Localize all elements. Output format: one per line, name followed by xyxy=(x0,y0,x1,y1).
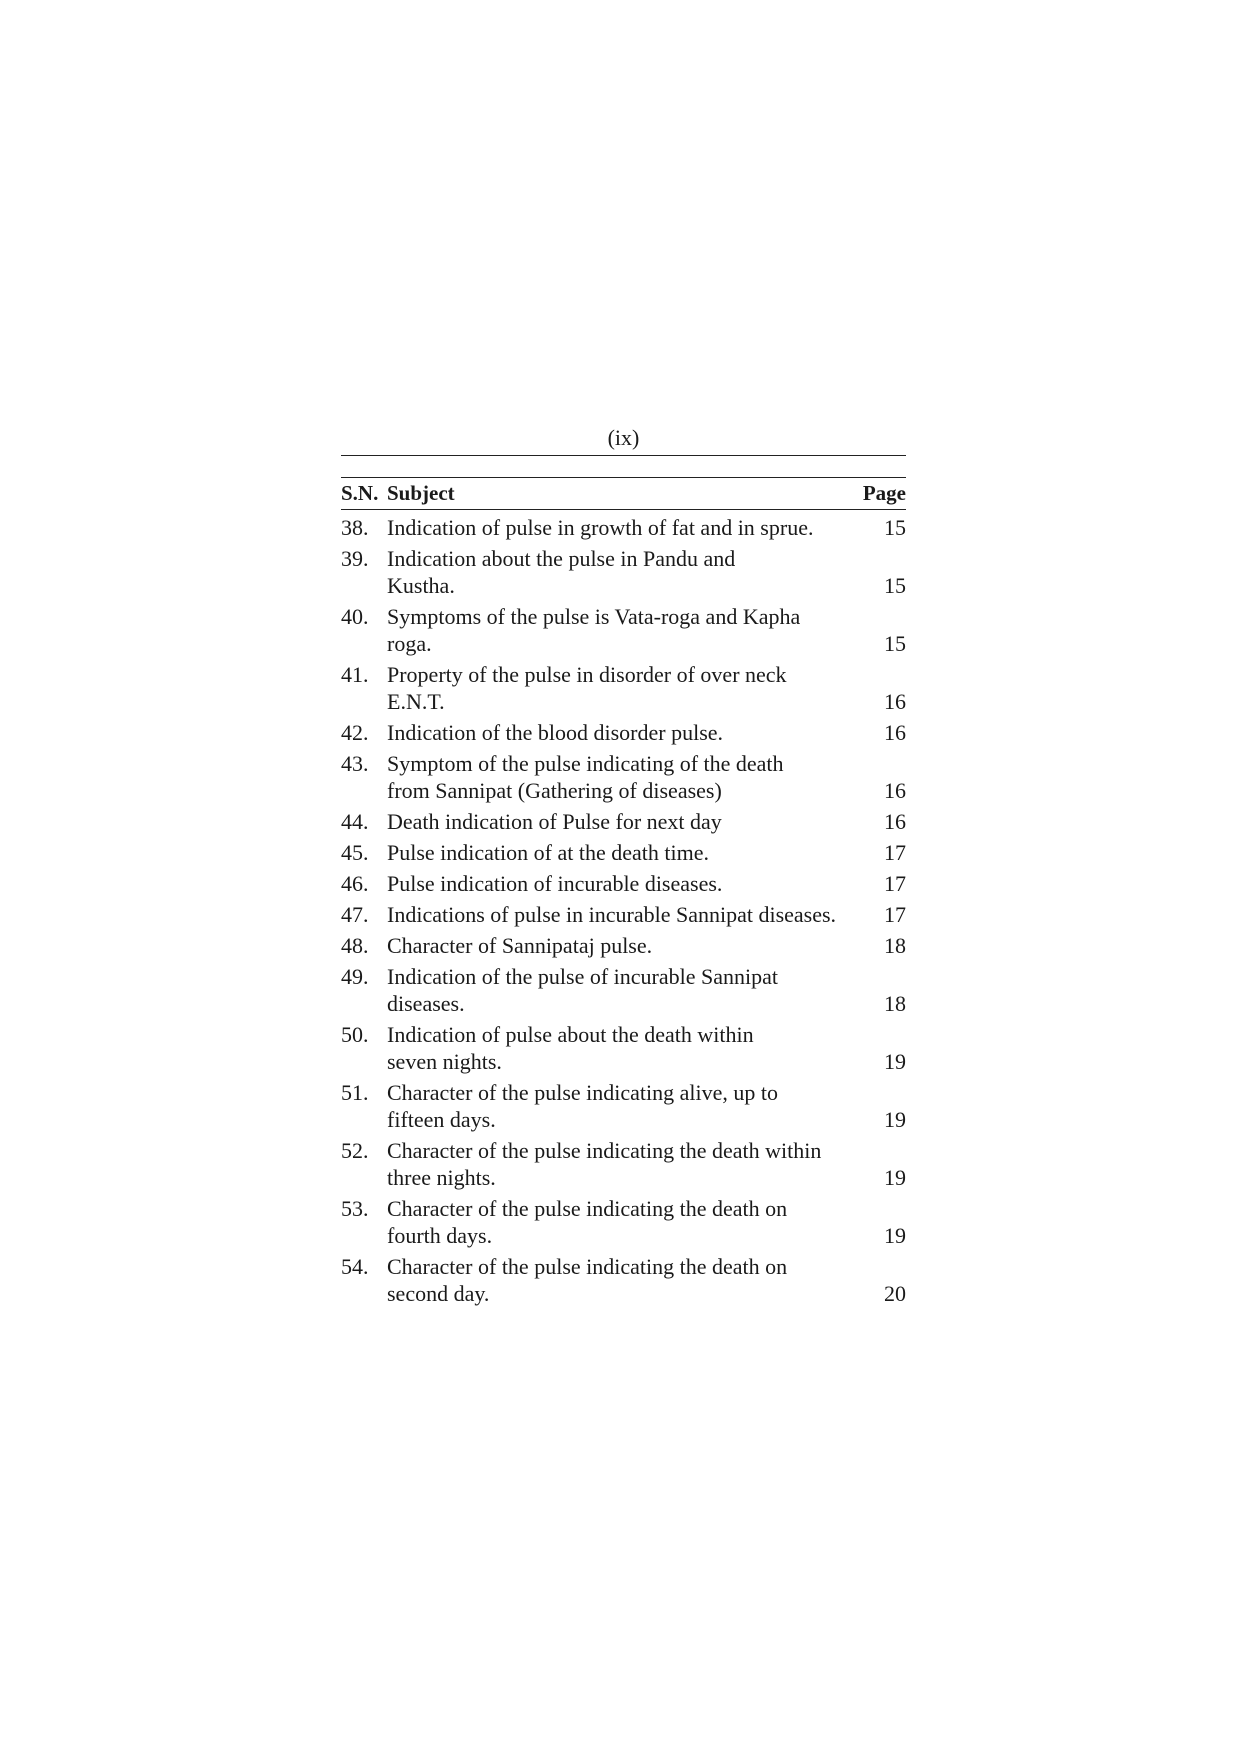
entry-subject-line: Indication of pulse in growth of fat and in sprue. xyxy=(387,515,814,540)
entry-subject-line: Character of Sannipataj pulse. xyxy=(387,933,653,958)
contents-page xyxy=(341,425,906,1311)
entry-page: 15 xyxy=(884,631,906,656)
entry-page: 17 xyxy=(884,840,906,865)
contents-entry xyxy=(341,514,906,541)
entry-page: 19 xyxy=(884,1165,906,1190)
table-header xyxy=(341,478,906,509)
entry-subject-line: Indications of pulse in incurable Sannipat diseases. xyxy=(387,902,837,927)
entry-page: 19 xyxy=(884,1049,906,1074)
contents-entry xyxy=(341,870,906,897)
entry-page: 16 xyxy=(884,809,906,834)
entry-subject-line: Character of the pulse indicating the death on xyxy=(387,1254,788,1279)
entry-number: 39. xyxy=(341,546,369,571)
entry-page: 17 xyxy=(884,871,906,896)
entry-subject-line: second day. xyxy=(387,1281,490,1306)
contents-entry xyxy=(341,1253,906,1307)
entry-subject-line: Character of the pulse indicating the death on xyxy=(387,1196,788,1221)
header-sn: S.N. xyxy=(341,481,379,505)
entry-subject-line: Indication about the pulse in Pandu and xyxy=(387,546,736,571)
entry-subject-line: fifteen days. xyxy=(387,1107,496,1132)
entry-subject xyxy=(387,545,862,599)
entry-subject xyxy=(387,719,862,746)
entry-subject-line: three nights. xyxy=(387,1165,496,1190)
header-bottom-rule xyxy=(341,509,906,510)
entry-subject-line: fourth days. xyxy=(387,1223,493,1248)
entry-subject xyxy=(387,963,862,1017)
entry-page: 17 xyxy=(884,902,906,927)
entry-subject xyxy=(387,1253,862,1307)
entry-page: 15 xyxy=(884,573,906,598)
contents-entry xyxy=(341,1137,906,1191)
entry-number: 44. xyxy=(341,809,369,834)
entry-subject xyxy=(387,1021,862,1075)
contents-entry xyxy=(341,839,906,866)
entry-number: 47. xyxy=(341,902,369,927)
entry-subject xyxy=(387,901,862,928)
entry-subject xyxy=(387,514,862,541)
entry-subject xyxy=(387,661,862,715)
entry-page: 19 xyxy=(884,1223,906,1248)
entry-number: 50. xyxy=(341,1022,369,1047)
entry-number: 45. xyxy=(341,840,369,865)
page-number: (ix) xyxy=(607,425,640,450)
header-page: Page xyxy=(862,481,906,505)
entry-subject-line: Character of the pulse indicating the death within xyxy=(387,1138,822,1163)
entry-number: 52. xyxy=(341,1138,369,1163)
entry-subject xyxy=(387,750,862,804)
entry-subject xyxy=(387,808,862,835)
entry-subject-line: diseases. xyxy=(387,991,465,1016)
entry-number: 54. xyxy=(341,1254,369,1279)
entry-page: 18 xyxy=(884,991,906,1016)
entry-page: 20 xyxy=(884,1281,906,1306)
entry-subject-line: Kustha. xyxy=(387,573,455,598)
entry-page: 15 xyxy=(884,515,906,540)
contents-entry xyxy=(341,661,906,715)
contents-entry xyxy=(341,1195,906,1249)
entry-subject-line: Symptoms of the pulse is Vata-roga and Kapha xyxy=(387,604,801,629)
entry-subject xyxy=(387,839,862,866)
entry-subject xyxy=(387,1137,862,1191)
top-rule xyxy=(341,455,906,456)
entry-number: 53. xyxy=(341,1196,369,1221)
entry-number: 42. xyxy=(341,720,369,745)
entry-subject-line: seven nights. xyxy=(387,1049,502,1074)
entry-subject-line: roga. xyxy=(387,631,432,656)
contents-entry xyxy=(341,808,906,835)
entry-page: 16 xyxy=(884,778,906,803)
entry-number: 51. xyxy=(341,1080,369,1105)
contents-entry xyxy=(341,545,906,599)
entry-page: 18 xyxy=(884,933,906,958)
entry-subject xyxy=(387,603,862,657)
entry-subject-line: Indication of pulse about the death within xyxy=(387,1022,754,1047)
entry-subject xyxy=(387,1195,862,1249)
entry-number: 48. xyxy=(341,933,369,958)
contents-list xyxy=(341,514,906,1307)
entry-number: 40. xyxy=(341,604,369,629)
entry-number: 43. xyxy=(341,751,369,776)
entry-number: 38. xyxy=(341,515,369,540)
entry-subject-line: Character of the pulse indicating alive, up to xyxy=(387,1080,778,1105)
entry-page: 16 xyxy=(884,720,906,745)
entry-subject xyxy=(387,932,862,959)
entry-subject-line: Death indication of Pulse for next day xyxy=(387,809,722,834)
entry-number: 49. xyxy=(341,964,369,989)
contents-entry xyxy=(341,963,906,1017)
entry-subject-line: Indication of the blood disorder pulse. xyxy=(387,720,724,745)
contents-entry xyxy=(341,603,906,657)
contents-entry xyxy=(341,1079,906,1133)
entry-subject-line: Pulse indication of at the death time. xyxy=(387,840,709,865)
header-subject: Subject xyxy=(387,481,455,505)
entry-subject-line: E.N.T. xyxy=(387,689,445,714)
entry-page: 16 xyxy=(884,689,906,714)
contents-entry xyxy=(341,932,906,959)
entry-number: 41. xyxy=(341,662,369,687)
entry-page: 19 xyxy=(884,1107,906,1132)
entry-number: 46. xyxy=(341,871,369,896)
entry-subject-line: from Sannipat (Gathering of diseases) xyxy=(387,778,722,803)
entry-subject-line: Symptom of the pulse indicating of the death xyxy=(387,751,784,776)
entry-subject-line: Property of the pulse in disorder of over neck xyxy=(387,662,787,687)
entry-subject-line: Indication of the pulse of incurable Sannipat xyxy=(387,964,778,989)
contents-entry xyxy=(341,901,906,928)
contents-entry xyxy=(341,1021,906,1075)
entry-subject xyxy=(387,1079,862,1133)
contents-entry xyxy=(341,750,906,804)
entry-subject xyxy=(387,870,862,897)
contents-entry xyxy=(341,719,906,746)
entry-subject-line: Pulse indication of incurable diseases. xyxy=(387,871,723,896)
